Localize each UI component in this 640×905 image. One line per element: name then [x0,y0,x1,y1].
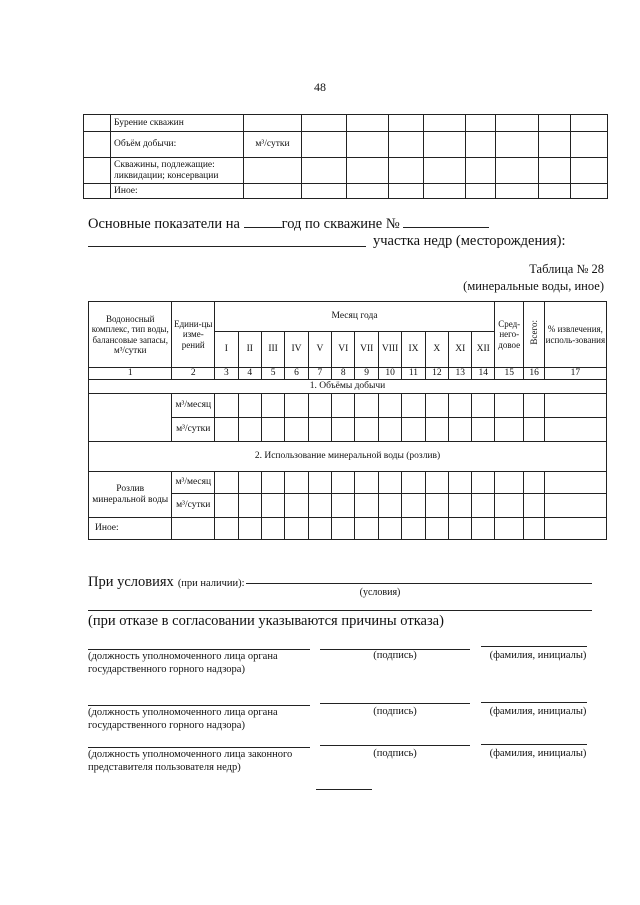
refusal-note: (при отказе в согласовании указываются причины отказа) [88,613,444,629]
main-table [88,301,607,540]
top-table-row [84,132,608,158]
row-unit: м³/сутки [244,132,302,158]
unit-cell: м³/месяц [172,472,215,494]
signature-line [320,745,470,746]
col-number: 10 [378,368,401,380]
top-table [83,114,608,199]
section-production-title: 1. Объёмы добычи [89,380,607,394]
unit-cell: м³/месяц [172,394,215,418]
section-bottling-title: 2. Использование минеральной воды (розлив) [89,442,607,472]
conditions-hint: (условия) [359,587,401,598]
top-table-row [84,158,608,184]
col-number: 6 [285,368,308,380]
header-total-text: Всего: [528,320,539,345]
bottling-label: Розлив минеральной воды [89,472,172,518]
header-percent: % извлечения, исполь-зования [544,302,606,368]
table-row [89,472,607,494]
col-number: 2 [172,368,215,380]
col-number: 15 [494,368,524,380]
page-number: 48 [314,80,326,94]
month-header: III [261,332,284,368]
year-blank [244,227,282,228]
table-number: Таблица № 28 [529,262,604,276]
col-number: 4 [238,368,261,380]
header-months: Месяц года [215,302,495,332]
col-number: 12 [425,368,448,380]
other-label: Иное: [89,518,172,540]
heading-text-a: Основные показатели на [88,216,240,232]
header-total [524,302,544,368]
conditions-label-small: (при наличии): [177,578,245,589]
month-header: V [308,332,331,368]
heading-text-b: год по скважине № [281,216,400,232]
name-line [481,646,587,647]
header-average: Сред-него-довое [494,302,524,368]
month-header: XII [472,332,495,368]
conditions-line [88,573,245,591]
header-units: Едини-цы изме-рений [172,302,215,368]
col-number: 3 [215,368,238,380]
position-caption: (должность уполномоченного лица органа государственного горного надзора) [88,651,278,675]
row-label: Иное: [111,184,244,199]
top-table-row [84,184,608,199]
col-number: 16 [524,368,544,380]
closing-rule [316,789,372,790]
row-label: Скважины, подлежащие: ликвидации; консервации [111,158,244,184]
conditions-label: При условиях [88,574,174,590]
top-table-row [84,115,608,132]
month-header: VIII [378,332,401,368]
col-number: 8 [332,368,355,380]
conditions-blank [246,583,592,584]
month-header: XI [449,332,472,368]
month-header: I [215,332,238,368]
signature-caption: (подпись) [373,748,417,759]
table-row [89,518,607,540]
unit-cell: м³/сутки [172,418,215,442]
month-header: VII [355,332,378,368]
name-caption: (фамилия, инициалы) [489,748,587,759]
col-number: 9 [355,368,378,380]
table-subtitle: (минеральные воды, иное) [463,279,604,293]
row-label: Объём добычи: [111,132,244,158]
signature-caption: (подпись) [373,650,417,661]
table-row [89,394,607,418]
site-name-blank [88,246,366,247]
col-number: 5 [261,368,284,380]
signature-caption: (подпись) [373,706,417,717]
heading-line-2: участка недр (месторождения): [373,233,566,249]
col-number: 1 [89,368,172,380]
col-number: 17 [544,368,606,380]
row-label: Бурение скважин [111,115,244,132]
conditions-blank-2 [88,610,592,611]
position-caption: (должность уполномоченного лица законного представителя пользователя недр) [88,749,293,773]
month-header: II [238,332,261,368]
col-number: 13 [449,368,472,380]
signature-line [320,703,470,704]
column-number-row [89,368,607,380]
header-aquifer: Водоносный комплекс, тип воды, балансовые запасы, м³/сутки [89,302,172,368]
name-line [481,702,587,703]
unit-cell: м³/сутки [172,494,215,518]
name-caption: (фамилия, инициалы) [489,650,587,661]
well-number-blank [403,227,489,228]
col-number: 14 [472,368,495,380]
name-caption: (фамилия, инициалы) [489,706,587,717]
month-header: IV [285,332,308,368]
col-number: 11 [402,368,425,380]
month-header: VI [332,332,355,368]
name-line [481,744,587,745]
heading-line-1 [88,216,489,233]
month-header: X [425,332,448,368]
col-number: 7 [308,368,331,380]
position-caption: (должность уполномоченного лица органа государственного горного надзора) [88,707,278,731]
month-header: IX [402,332,425,368]
